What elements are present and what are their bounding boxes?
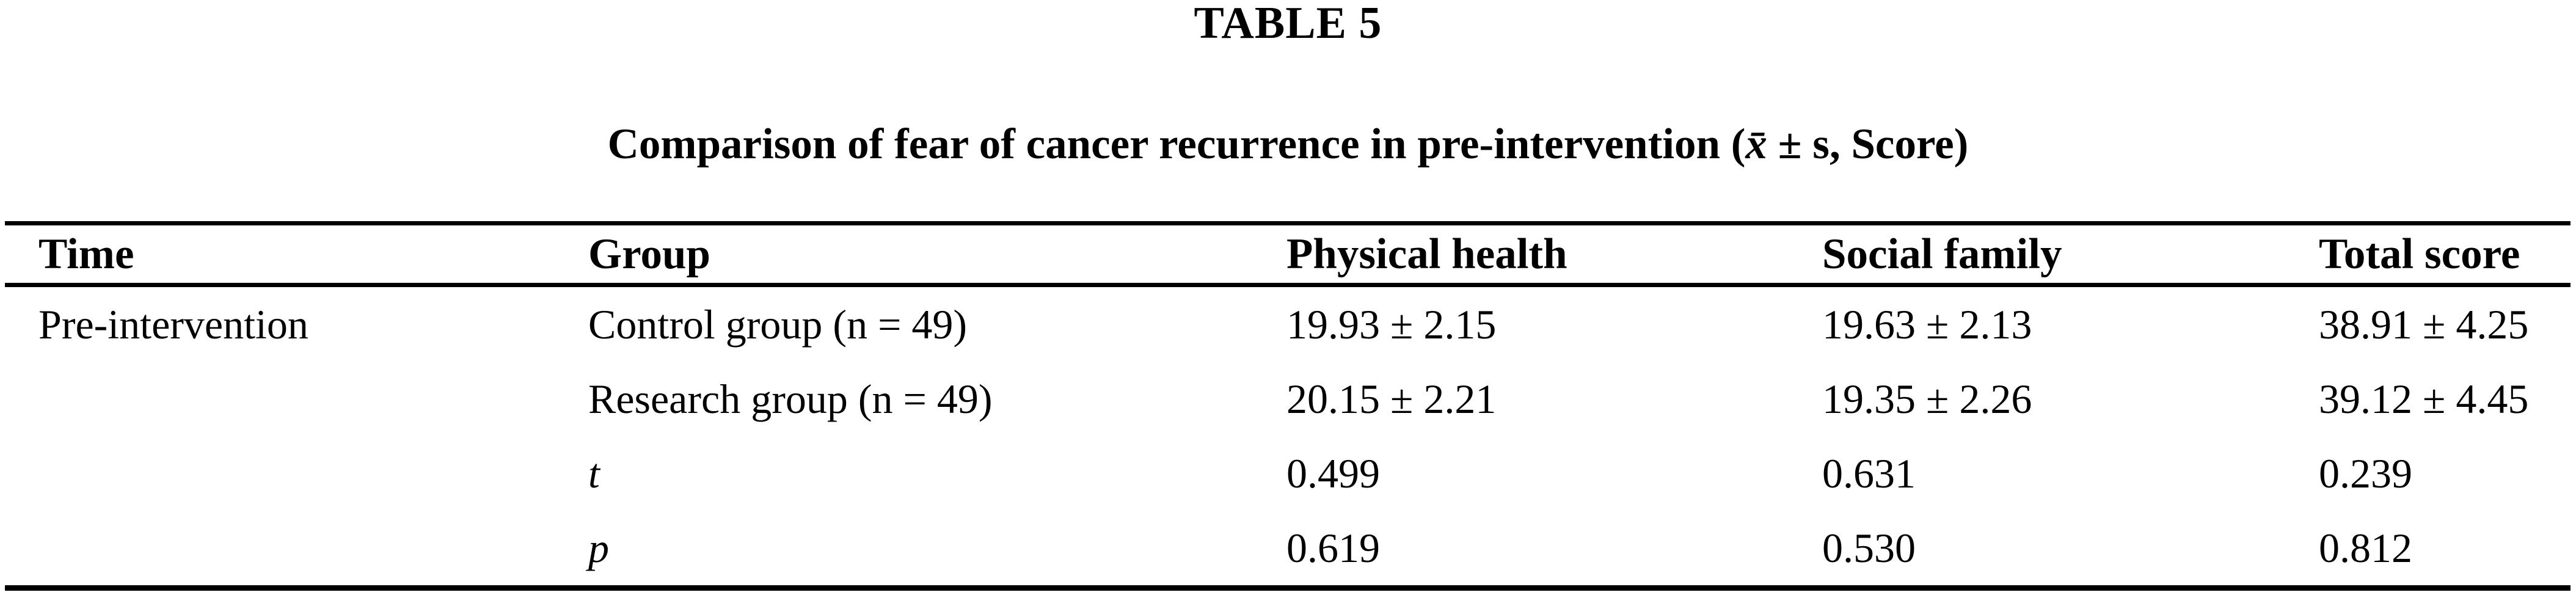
cell-physical-health: 19.93 ± 2.15 — [1286, 301, 1497, 348]
cell-group: Research group (n = 49) — [588, 375, 993, 422]
column-header-physical-health: Physical health — [1286, 224, 1822, 285]
cell-social-family: 19.35 ± 2.26 — [1822, 375, 2032, 422]
table-number-title: TABLE 5 — [1194, 0, 1382, 48]
cell-total-score: 39.12 ± 4.45 — [2319, 375, 2529, 422]
header-row — [5, 224, 2571, 285]
column-header-time: Time — [5, 224, 588, 285]
cell-time — [5, 362, 588, 436]
table-body — [5, 285, 2571, 588]
cell-time — [5, 436, 588, 511]
table-row-research-group — [5, 362, 2571, 436]
caption-text-prefix: Comparison of fear of cancer recurrence in pre-intervention ( — [607, 120, 1746, 168]
column-header-group: Group — [588, 224, 1286, 285]
cell-time — [5, 511, 588, 588]
caption-xbar-symbol: x̄ — [1745, 120, 1767, 168]
cell-time: Pre-intervention — [38, 301, 308, 348]
cell-social-family: 0.530 — [1822, 524, 1916, 571]
cell-social-family: 19.63 ± 2.13 — [1822, 301, 2032, 348]
cell-total-score: 38.91 ± 4.25 — [2319, 301, 2529, 348]
table-header — [5, 224, 2571, 285]
table-row-p-value — [5, 511, 2571, 588]
cell-group-p-label: p — [588, 524, 609, 571]
cell-physical-health: 20.15 ± 2.21 — [1286, 375, 1497, 422]
cell-social-family: 0.631 — [1822, 450, 1916, 497]
cell-group: Control group (n = 49) — [588, 301, 968, 348]
cell-total-score: 0.812 — [2319, 524, 2412, 571]
cell-physical-health: 0.499 — [1286, 450, 1380, 497]
cell-group-t-label: t — [588, 450, 600, 497]
comparison-table — [5, 221, 2571, 591]
caption-text-suffix: ± s, Score) — [1767, 120, 1969, 168]
column-header-total-score: Total score — [2319, 224, 2571, 285]
cell-total-score: 0.239 — [2319, 450, 2412, 497]
column-header-social-family: Social family — [1822, 224, 2319, 285]
cell-physical-health: 0.619 — [1286, 524, 1380, 571]
table-caption — [0, 116, 2576, 172]
table-row-control-group — [5, 285, 2571, 362]
table-row-t-statistic — [5, 436, 2571, 511]
